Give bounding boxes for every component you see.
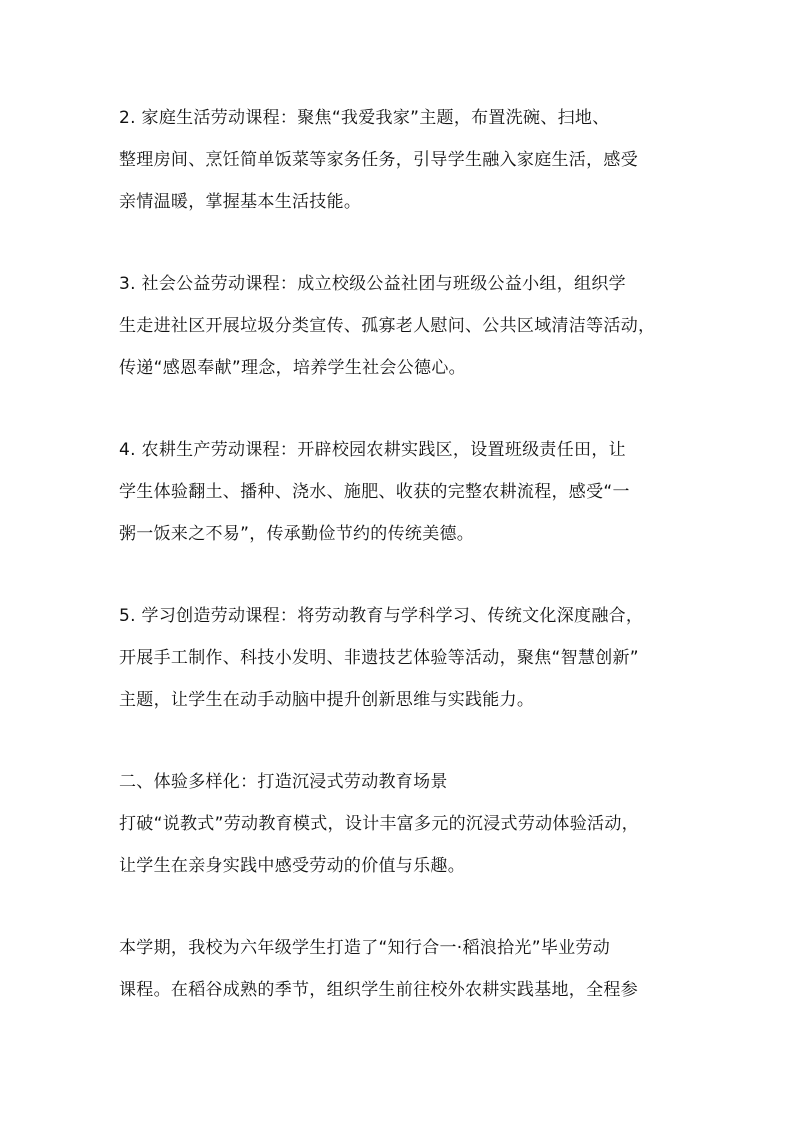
paragraph-public-welfare-line-3: 传递“感恩奉献”理念，培养学生社会公德心。 bbox=[119, 358, 466, 378]
paragraph-creative-line-1: 5. 学习创造劳动课程：将劳动教育与学科学习、传统文化深度融合， bbox=[119, 606, 644, 626]
section-heading: 二、体验多样化：打造沉浸式劳动教育场景 bbox=[119, 772, 448, 792]
paragraph-farming-line-3: 粥一饭来之不易”，传承勤俭节约的传统美德。 bbox=[119, 524, 475, 544]
paragraph-family-labor-line-3: 亲情温暖，掌握基本生活技能。 bbox=[119, 192, 362, 212]
section-body-line-1: 打破“说教式”劳动教育模式，设计丰富多元的沉浸式劳动体验活动， bbox=[119, 814, 639, 834]
paragraph-creative-line-2: 开展手工制作、科技小发明、非遗技艺体验等活动，聚焦“智慧创新” bbox=[119, 648, 639, 668]
paragraph-farming-line-2: 学生体验翻土、播种、浇水、施肥、收获的完整农耕流程，感受“一 bbox=[119, 482, 630, 502]
paragraph-creative-line-3: 主题，让学生在动手动脑中提升创新思维与实践能力。 bbox=[119, 690, 535, 710]
paragraph-family-labor-line-2: 整理房间、烹饪简单饭菜等家务任务，引导学生融入家庭生活，感受 bbox=[119, 150, 638, 170]
paragraph-family-labor-line-1: 2. 家庭生活劳动课程：聚焦“我爱我家”主题，布置洗碗、扫地、 bbox=[119, 108, 610, 128]
paragraph-farming-line-1: 4. 农耕生产劳动课程：开辟校园农耕实践区，设置班级责任田，让 bbox=[119, 440, 626, 460]
paragraph-graduation-line-1: 本学期，我校为六年级学生打造了“知行合一·稻浪拾光”毕业劳动 bbox=[119, 938, 611, 958]
paragraph-public-welfare-line-1: 3. 社会公益劳动课程：成立校级公益社团与班级公益小组，组织学 bbox=[119, 274, 626, 294]
paragraph-public-welfare-line-2: 生走进社区开展垃圾分类宣传、孤寡老人慰问、公共区域清洁等活动， bbox=[119, 316, 656, 336]
section-body-line-2: 让学生在亲身实践中感受劳动的价值与乐趣。 bbox=[119, 856, 465, 876]
paragraph-graduation-line-2: 课程。在稻谷成熟的季节，组织学生前往校外农耕实践基地，全程参 bbox=[119, 980, 638, 1000]
